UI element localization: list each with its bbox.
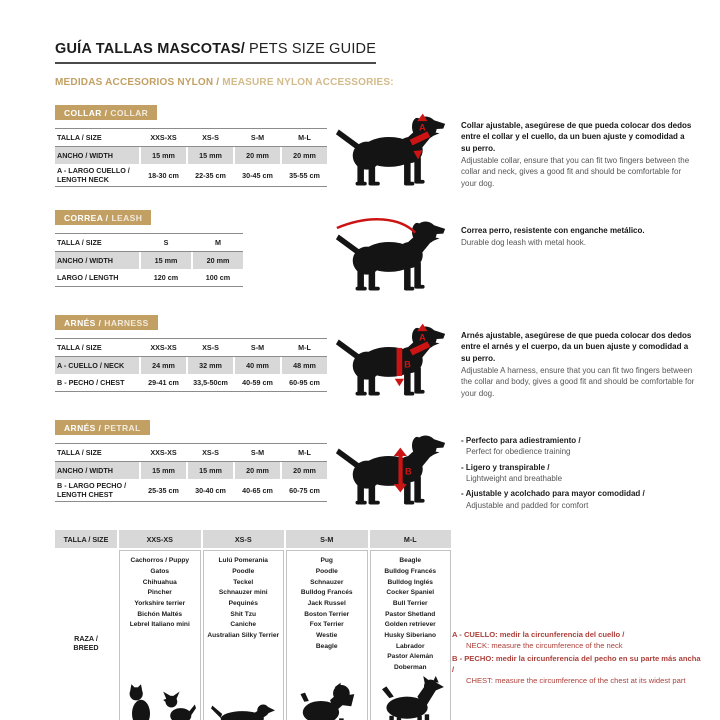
doberman-icon: [376, 676, 444, 720]
value-cell: 20 mm: [282, 462, 327, 479]
header-cell: XS-S: [203, 530, 285, 548]
value-cell: 15 mm: [141, 252, 191, 269]
row-label: A - LARGO CUELLO / LENGTH NECK: [57, 166, 130, 184]
collar-desc-en: Adjustable collar, ensure that you can fit two fingers between the collar and neck, gives a good fit and should be comfortable for your dog.: [461, 156, 690, 188]
value-cell: 15 mm: [141, 147, 186, 164]
header-cell: S: [163, 238, 169, 247]
header-cell: XXS-XS: [150, 343, 177, 352]
collar-badge-en: COLLAR: [110, 108, 149, 118]
header-cell: S-M: [286, 530, 368, 548]
value-cell: 40-59 cm: [242, 378, 273, 387]
breed-art: [376, 674, 444, 720]
note-neck: [452, 629, 702, 651]
header-cell: XXS-XS: [150, 448, 177, 457]
leash-table: [55, 233, 243, 287]
table-row: [55, 164, 327, 187]
header-cell: S-M: [250, 448, 265, 457]
value-cell: 20 mm: [235, 147, 280, 164]
breed-cell-m-l: [370, 550, 452, 720]
value-cell: 20 mm: [235, 462, 280, 479]
row-label: ANCHO / WIDTH: [55, 147, 139, 164]
petral-features: [451, 418, 696, 515]
table-row: [55, 252, 243, 269]
page-subtitle-es: MEDIDAS ACCESORIOS NYLON /: [55, 77, 220, 88]
value-cell: 20 mm: [282, 147, 327, 164]
value-cell: 25-35 cm: [148, 485, 179, 495]
dog-petral-illustration: [331, 418, 451, 515]
leash-badge-es: CORREA /: [64, 213, 109, 223]
table-header-row: [55, 443, 327, 462]
note-chest-es: B - PECHO: medir la circunferencia del pecho en su parte más ancha /: [452, 654, 701, 674]
table-row: [55, 357, 327, 374]
header-cell: TALLA / SIZE: [57, 133, 102, 142]
harness-badge: [55, 315, 158, 330]
header-cell: M-L: [298, 343, 311, 352]
feature-es: - Perfecto para adiestramiento /: [461, 435, 696, 446]
harness-description: [451, 313, 696, 403]
petral-badge-en: PETRAL: [104, 423, 141, 433]
value-cell: 15 mm: [188, 462, 233, 479]
value-cell: 18-30 cm: [148, 170, 179, 180]
dog-collar-illustration: [331, 103, 451, 193]
row-label: A - CUELLO / NECK: [55, 357, 139, 374]
value-cell: 33,5-50cm: [193, 378, 228, 387]
dachshund-icon: [211, 700, 275, 720]
petral-table: [55, 443, 327, 502]
page-title-es: GUÍA TALLAS MASCOTAS/: [55, 41, 246, 57]
cat-icon: [123, 682, 159, 720]
harness-mark-a: A: [419, 332, 426, 343]
section-harness: [55, 313, 696, 403]
note-chest: [452, 653, 702, 686]
measuring-notes: [452, 629, 702, 688]
value-cell: 60-75 cm: [289, 485, 320, 495]
value-cell: 32 mm: [188, 357, 233, 374]
feature-en: Perfect for obedience training: [466, 447, 571, 457]
harness-badge-es: ARNÉS /: [64, 318, 102, 328]
petral-badge-es: ARNÉS /: [64, 423, 102, 433]
header-cell: S-M: [250, 343, 265, 352]
value-cell: 30-40 cm: [195, 485, 226, 495]
value-cell: 24 mm: [141, 357, 186, 374]
feature-item: [461, 462, 696, 485]
breed-art: [211, 674, 275, 720]
breed-row-label: RAZA / BREED: [73, 633, 99, 652]
breed-art: [298, 674, 356, 720]
breed-list: Pug Poodle Schnauzer Bulldog Francés Jack Russel Boston Terrier Fox Terrier Westie Beagle: [300, 557, 353, 650]
collar-table: [55, 128, 327, 187]
breed-list: Lulú Pomerania Poodle Teckel Schnauzer mini Pequinés Shit Tzu Caniche Australian Silky Terrier: [207, 557, 280, 639]
breed-art: [123, 674, 196, 720]
leash-badge: [55, 210, 151, 225]
header-cell: XS-S: [202, 343, 219, 352]
breed-list: Cachorros / Puppy Gatos Chihuahua Pincher Yorkshire terrier Bichón Maltés Lebrel Italiano mini: [129, 557, 190, 629]
section-collar: [55, 103, 696, 193]
page-subtitle: [55, 77, 696, 88]
table-row: [55, 147, 327, 164]
page-title-en: PETS SIZE GUIDE: [249, 41, 377, 57]
harness-mark-b: B: [404, 359, 411, 370]
value-cell: 100 cm: [205, 273, 231, 282]
leash-badge-en: LEASH: [111, 213, 143, 223]
value-cell: 20 mm: [193, 252, 243, 269]
section-leash: [55, 208, 696, 298]
dog-leash-illustration: [331, 208, 451, 298]
note-neck-en: NECK: measure the circumference of the neck: [466, 641, 623, 650]
value-cell: 120 cm: [153, 273, 179, 282]
value-cell: 40 mm: [235, 357, 280, 374]
row-label: ANCHO / WIDTH: [55, 252, 139, 269]
feature-item: [461, 488, 696, 511]
table-row: [55, 479, 327, 502]
harness-desc-en: Adjustable A harness, ensure that you can fit two fingers between the collar and body, gives a good fit and should be comfortable for your dog.: [461, 366, 695, 398]
value-cell: 60-95 cm: [289, 378, 320, 387]
row-label: LARGO / LENGTH: [57, 273, 119, 282]
header-cell: XXS-XS: [150, 133, 177, 142]
petral-badge: [55, 420, 150, 435]
header-cell: M-L: [298, 133, 311, 142]
value-cell: 15 mm: [141, 462, 186, 479]
collar-desc-es: Collar ajustable, asegúrese de que pueda colocar dos dedos entre el collar y el cuello, da un buen ajuste y comodidad a su perro.: [461, 121, 692, 153]
breed-table: [55, 530, 451, 720]
section-petral: [55, 418, 696, 515]
value-cell: 15 mm: [188, 147, 233, 164]
value-cell: 30-45 cm: [242, 170, 273, 180]
row-label: ANCHO / WIDTH: [55, 462, 139, 479]
feature-en: Adjustable and padded for comfort: [466, 500, 589, 510]
leash-desc-es: Correa perro, resistente con enganche metálico.: [461, 226, 645, 235]
collar-description: [451, 103, 696, 193]
page-title: [55, 41, 376, 64]
header-cell: M: [215, 238, 221, 247]
breed-cell-xxs-xs: [119, 550, 201, 720]
petral-mark-b: B: [405, 466, 412, 477]
table-header-row: [55, 233, 243, 252]
header-cell: TALLA / SIZE: [55, 530, 117, 548]
header-cell: TALLA / SIZE: [57, 238, 102, 247]
collar-badge: [55, 105, 157, 120]
collar-badge-es: COLLAR /: [64, 108, 108, 118]
value-cell: 48 mm: [282, 357, 327, 374]
dog-harness-illustration: [331, 313, 451, 403]
note-chest-en: CHEST: measure the circumference of the chest at its widest part: [466, 676, 686, 685]
collar-mark-a: A: [419, 122, 426, 133]
header-cell: XXS-XS: [119, 530, 201, 548]
header-cell: S-M: [250, 133, 265, 142]
header-cell: M-L: [298, 448, 311, 457]
header-cell: XS-S: [202, 133, 219, 142]
value-cell: 35-55 cm: [289, 170, 320, 180]
header-cell: XS-S: [202, 448, 219, 457]
table-row: [55, 374, 327, 392]
breed-cell-s-m: [286, 550, 368, 720]
breed-header-row: [55, 530, 451, 548]
chihuahua-icon: [162, 690, 196, 720]
breed-list: Beagle Bulldog Francés Bulldog Inglés Cocker Spaniel Bull Terrier Pastor Shetland Golden retriever Husky Siberiano Labrador Pastor Alemán Doberman: [384, 557, 437, 671]
value-cell: 29-41 cm: [148, 378, 179, 387]
harness-badge-en: HARNESS: [104, 318, 149, 328]
feature-es: - Ligero y transpirable /: [461, 462, 696, 473]
table-row: [55, 462, 327, 479]
note-neck-es: A - CUELLO: medir la circunferencia del cuello /: [452, 630, 625, 639]
leash-desc-en: Durable dog leash with metal hook.: [461, 238, 586, 248]
header-cell: TALLA / SIZE: [57, 448, 102, 457]
table-header-row: [55, 128, 327, 147]
harness-desc-es: Arnés ajustable, asegúrese de que pueda colocar dos dedos entre el arnés y el cuerpo, da un buen ajuste y comodidad a su perro.: [461, 331, 692, 363]
breed-cell-xs-s: [203, 550, 285, 720]
schnauzer-icon: [298, 682, 356, 720]
feature-en: Lightweight and breathable: [466, 474, 563, 484]
harness-table: [55, 338, 327, 392]
feature-item: [461, 435, 696, 458]
value-cell: 40-65 cm: [242, 485, 273, 495]
table-header-row: [55, 338, 327, 357]
table-row: [55, 269, 243, 287]
header-cell: TALLA / SIZE: [57, 343, 102, 352]
row-label: B - LARGO PECHO / LENGTH CHEST: [57, 481, 127, 499]
breed-body-row: [55, 550, 451, 720]
row-label: B - PECHO / CHEST: [57, 378, 125, 387]
feature-es: - Ajustable y acolchado para mayor comodidad /: [461, 488, 696, 499]
header-cell: M-L: [370, 530, 452, 548]
value-cell: 22-35 cm: [195, 170, 226, 180]
page-subtitle-en: MEASURE NYLON ACCESSORIES:: [222, 77, 394, 88]
leash-description: [451, 208, 696, 298]
